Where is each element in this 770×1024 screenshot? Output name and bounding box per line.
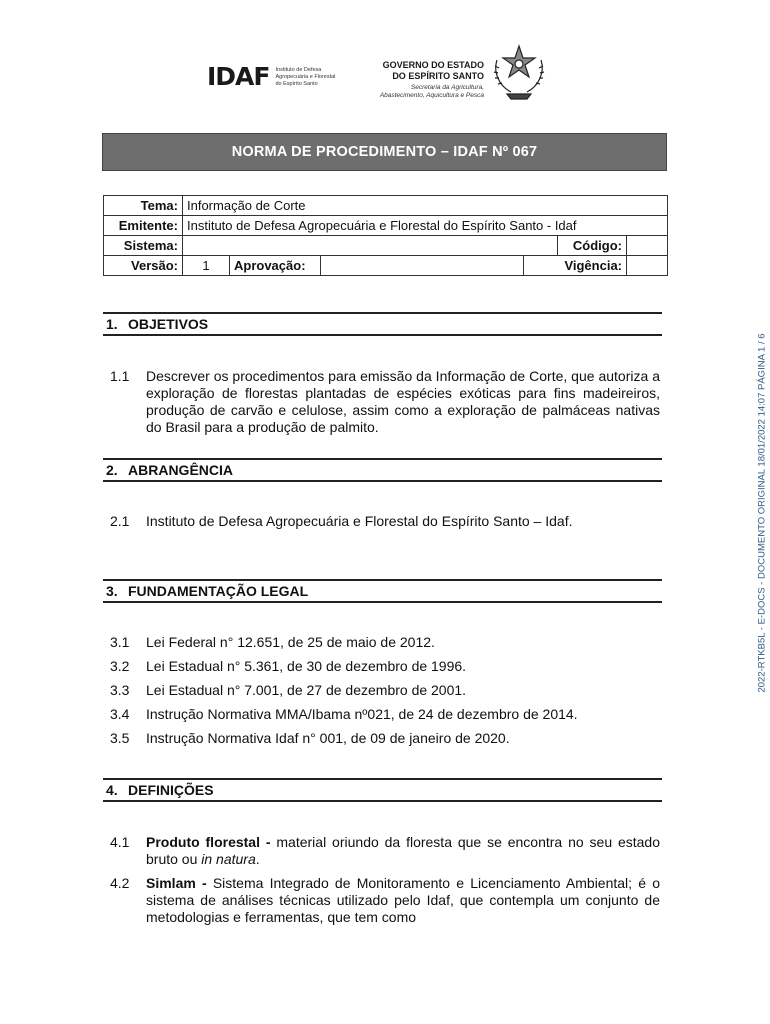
sistema-label: Sistema: xyxy=(104,236,183,256)
section-heading-abrangencia xyxy=(103,458,662,482)
section-number: 3. xyxy=(106,583,118,599)
section-title: DEFINIÇÕES xyxy=(128,782,214,798)
paragraph-text: Descrever os procedimentos para emissão da Informação de Corte, que autoriza a exploração de florestas plantadas de espécies exóticas para fins madeireiros, produção de carvão e celulose, assim como a exploração de palmáceas nativas do Brasil para a produção de palmito. xyxy=(146,368,660,435)
table-row xyxy=(104,236,668,256)
definition-end: . xyxy=(255,851,260,867)
document-info-table xyxy=(103,195,668,276)
definition-term: Produto florestal - xyxy=(146,834,271,850)
section-title: OBJETIVOS xyxy=(128,316,209,332)
stamp-text: 2022-RTKB5L - E-DOCS - DOCUMENTO ORIGINAL 18/01/2022 14:07 PÁGINA 1 / 6 xyxy=(756,333,768,693)
tema-label: Tema: xyxy=(104,196,183,216)
aprovacao-value xyxy=(321,256,524,276)
gov-line-2: DO ESPÍRITO SANTO xyxy=(392,71,484,81)
document-title-bar xyxy=(102,133,667,171)
vigencia-value xyxy=(627,256,668,276)
section-title: ABRANGÊNCIA xyxy=(128,462,233,478)
paragraph-number: 3.4 xyxy=(110,706,130,722)
paragraph-text: Instrução Normativa Idaf n° 001, de 09 de janeiro de 2020. xyxy=(146,730,510,746)
section-number: 2. xyxy=(106,462,118,478)
list-item xyxy=(110,682,660,699)
versao-value: 1 xyxy=(183,256,230,276)
idaf-sub-line-3: do Espírito Santo xyxy=(275,80,318,87)
paragraph-2-1 xyxy=(110,513,660,530)
gov-subtitle xyxy=(356,84,484,100)
e-docs-side-stamp xyxy=(752,318,770,708)
section-heading-objetivos xyxy=(103,312,662,336)
vigencia-label: Vigência: xyxy=(524,256,627,276)
table-row xyxy=(104,256,668,276)
paragraph-1-1 xyxy=(110,368,660,436)
definition-text: Sistema Integrado de Monitoramento e Licenciamento Ambiental; é o sistema de análises técnicas utilizado pelo Idaf, que contempla um conjunto de metodologias e ferramentas, que tem como xyxy=(146,875,660,925)
paragraph-number: 1.1 xyxy=(110,368,130,384)
paragraph-number: 3.2 xyxy=(110,658,130,674)
paragraph-number: 2.1 xyxy=(110,513,130,529)
idaf-logo xyxy=(207,64,335,90)
idaf-logo-mark: IDAF xyxy=(207,62,270,91)
paragraph-4-2 xyxy=(110,875,660,926)
codigo-value xyxy=(627,236,668,256)
paragraph-text: Instrução Normativa MMA/Ibama nº021, de 24 de dezembro de 2014. xyxy=(146,706,578,722)
gov-line-1: GOVERNO DO ESTADO xyxy=(382,60,484,70)
emitente-value: Instituto de Defesa Agropecuária e Florestal do Espírito Santo - Idaf xyxy=(183,216,668,236)
table-row xyxy=(104,216,668,236)
paragraph-number: 4.1 xyxy=(110,834,130,850)
section-heading-fundamentacao-legal xyxy=(103,579,662,603)
gov-sub-line-2: Abastecimento, Aquicultura e Pesca xyxy=(379,92,484,99)
idaf-sub-line-2: Agropecuária e Florestal xyxy=(275,73,336,80)
idaf-logo-subtitle xyxy=(275,67,335,88)
table-row xyxy=(104,196,668,216)
versao-label: Versão: xyxy=(104,256,183,276)
paragraph-text: Lei Federal n° 12.651, de 25 de maio de 2012. xyxy=(146,634,435,650)
section-title: FUNDAMENTAÇÃO LEGAL xyxy=(128,583,309,599)
paragraph-text: Instituto de Defesa Agropecuária e Florestal do Espírito Santo – Idaf. xyxy=(146,513,573,529)
government-logo-text xyxy=(356,60,484,100)
paragraph-text xyxy=(146,875,660,926)
idaf-sub-line-1: Instituto de Defesa xyxy=(275,66,322,73)
paragraph-number: 3.1 xyxy=(110,634,130,650)
paragraph-text: Lei Estadual n° 5.361, de 30 de dezembro de 1996. xyxy=(146,658,467,674)
section-number: 1. xyxy=(106,316,118,332)
definition-text: material oriundo da floresta que se encontra no seu estado bruto ou xyxy=(146,834,661,867)
list-item xyxy=(110,634,660,651)
aprovacao-label: Aprovação: xyxy=(230,256,321,276)
emitente-label: Emitente: xyxy=(104,216,183,236)
list-item xyxy=(110,706,660,723)
paragraph-number: 3.3 xyxy=(110,682,130,698)
document-title: NORMA DE PROCEDIMENTO – IDAF Nº 067 xyxy=(231,144,538,160)
definition-italic: in natura xyxy=(201,851,256,867)
codigo-label: Código: xyxy=(558,236,627,256)
gov-sub-line-1: Secretaria da Agricultura, xyxy=(410,84,484,91)
section-heading-definicoes xyxy=(103,778,662,802)
paragraph-number: 3.5 xyxy=(110,730,130,746)
sistema-value xyxy=(183,236,558,256)
section-number: 4. xyxy=(106,782,118,798)
paragraph-text: Lei Estadual n° 7.001, de 27 de dezembro de 2001. xyxy=(146,682,467,698)
state-coat-of-arms-icon xyxy=(489,40,549,102)
definition-term: Simlam - xyxy=(146,875,207,891)
paragraph-text xyxy=(146,834,660,868)
tema-value: Informação de Corte xyxy=(183,196,668,216)
paragraph-4-1 xyxy=(110,834,660,868)
list-item xyxy=(110,658,660,675)
paragraph-number: 4.2 xyxy=(110,875,130,891)
list-item xyxy=(110,730,660,747)
